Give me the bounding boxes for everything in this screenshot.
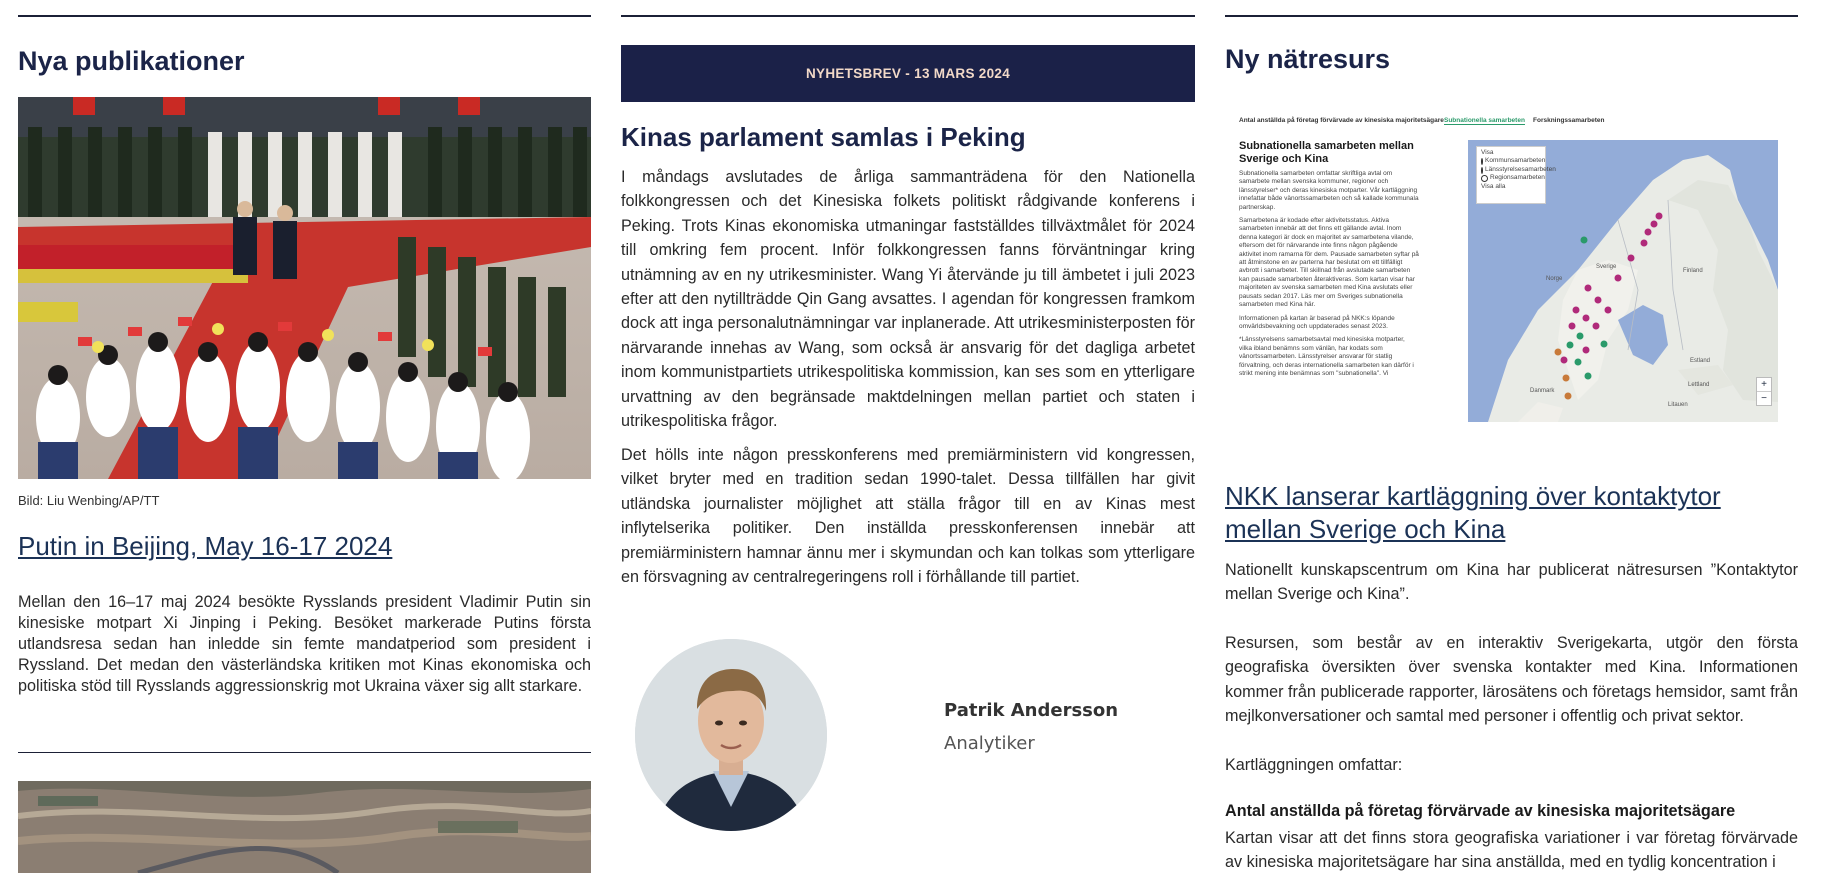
map-text-2: Samarbetena är kodade efter aktivitetsstatus. Aktiva samarbeten innebär att det finns ett gällande avtal. Inom denna kategori är dock en majoritet av samarbetena vilande, eftersom det för närvarande inte finns någon pågående aktivitet inom ramarna för dem. Pausade samarbeten syftar på att åtminstone en av parterna har beslutat om ett tillfälligt avbrott i samarbetet. Till skillnad från avslutade samarbeten kan pausade samarbeten återaktiveras. Som kartan visar har majoriteten av svenska samarbeten med Kina avslutats eller pausats sedan 2017. Läs mer om Sveriges subnationella samarbeten med Kina här. xyxy=(1239,217,1419,309)
map-legend-item-county[interactable]: Länsstyrelsesamarbeten xyxy=(1477,166,1545,174)
map-description xyxy=(1239,140,1419,378)
map-label-lettland: Lettland xyxy=(1688,382,1710,388)
article-link-nkk-map[interactable]: NKK lanserar kartläggning över kontaktytor mellan Sverige och Kina xyxy=(1225,481,1721,544)
map-label-sverige: Sverige xyxy=(1596,264,1617,270)
nkk-paragraph-2: Resursen, som består av en interaktiv Sverigekarta, utgör den första geografiska översikten över svenska kontakter med Kina. Informationen kommer från publicerade rapporter, lärosätens och företags hemsidor, samt från mejlkonversationer och samtal med personer i offentlig och privat sektor. xyxy=(1225,634,1798,726)
map-label-norge: Norge xyxy=(1546,276,1563,282)
top-divider-right xyxy=(1225,15,1798,17)
newsletter-paragraph-2: Det hölls inte någon presskonferens med premiärministern vid kongressen, vilket bryter med en tradition sedan 1990-talet. Dessa tillfällen har givit utländska journalister möjlighet att ställa frågor till en av Kinas mest inflytelserika politiker. Den inställda presskonferensen innebär att premiärministern hamnar ännu mer i skymundan och kan tolkas som ytterligare en försvagning av centralregeringens roll i förhållande till partiet. xyxy=(621,446,1195,587)
author-portrait-image xyxy=(635,639,827,831)
newsletter-banner xyxy=(621,45,1195,102)
map-label-litauen: Litauen xyxy=(1668,402,1688,408)
newsletter-title: Kinas parlament samlas i Peking xyxy=(621,122,1026,152)
section-heading-publications: Nya publikationer xyxy=(18,46,245,76)
map-canvas[interactable] xyxy=(1468,140,1778,422)
nkk-paragraph-3: Kartläggningen omfattar: xyxy=(1225,756,1403,774)
parade-photo-image xyxy=(18,97,591,479)
map-tab-subnational[interactable]: Subnationella samarbeten xyxy=(1444,117,1525,124)
map-legend xyxy=(1476,146,1556,204)
map-zoom-control xyxy=(1756,377,1772,406)
map-label-finland: Finland xyxy=(1683,268,1703,274)
newsletter-banner-label: NYHETSBREV - 13 MARS 2024 xyxy=(805,66,1011,81)
map-legend-item-municipal[interactable]: Kommunsamarbeten xyxy=(1477,157,1545,165)
map-legend-show-all[interactable]: Visa alla xyxy=(1481,182,1506,190)
zoom-out-button[interactable]: − xyxy=(1761,393,1767,404)
map-text-1: Subnationella samarbeten omfattar skriftliga avtal om samarbete mellan svenska kommuner, regioner och länsstyrelser* och deras kinesiska motparter. Vår kartläggning innefattar både vänortssamarbeten och så kallade kommunala partnerskap. xyxy=(1239,170,1419,211)
nkk-paragraph-4: Kartan visar att det finns stora geografiska variationer i var företag förvärvade av kinesiska majoritetsägare har sina anställda, med en tydlig koncentration i xyxy=(1225,829,1798,872)
nkk-paragraph-1: Nationellt kunskapscentrum om Kina har publicerat nätresursen ”Kontaktytor mellan Sverige och Kina”. xyxy=(1225,561,1798,604)
top-divider-mid xyxy=(621,15,1195,17)
radio-icon[interactable] xyxy=(1481,158,1483,165)
nkk-subheading: Antal anställda på företag förvärvade av kinesiska majoritetsägare xyxy=(1225,802,1736,820)
mine-photo-image xyxy=(18,781,591,873)
top-divider xyxy=(18,15,591,17)
section-divider xyxy=(18,752,591,753)
author-portrait xyxy=(635,639,827,831)
map-legend-item-region[interactable]: Regionsamarbeten xyxy=(1477,174,1545,182)
author-name: Patrik Andersson xyxy=(944,700,1119,721)
section-heading-web-resource: Ny nätresurs xyxy=(1225,44,1391,74)
map-label-estland: Estland xyxy=(1690,358,1711,364)
article-summary-putin: Mellan den 16–17 maj 2024 besökte Rysslands president Vladimir Putin sin kinesiske motpart Xi Jinping i Peking. Besöket markerade Putins första utlandsresa sedan han inledde sin femte mandatperiod som president i Ryssland. Det medan den västerländska kritiken mot Kinas ekonomiska och politiska stöd till Rysslands aggressionskrig mot Ukraina växer sig allt starkare. xyxy=(18,593,591,695)
article-link-putin-beijing[interactable]: Putin in Beijing, May 16-17 2024 xyxy=(18,531,393,561)
map-tab-research[interactable]: Forskningssamarbeten xyxy=(1533,117,1605,124)
photo-caption: Bild: Liu Wenbing/AP/TT xyxy=(18,493,160,508)
radio-icon[interactable] xyxy=(1481,175,1488,182)
parade-photo[interactable] xyxy=(18,97,591,479)
map-preview[interactable] xyxy=(1225,112,1798,440)
author-role: Analytiker xyxy=(944,733,1035,754)
newsletter-paragraph-1: I måndags avslutades de årliga sammanträdena för den Nationella folkkongressen och det Kinesiska folkets politiskt rådgivande konferens i Peking. Trots Kinas ekonomiska utmaningar fastställdes tillväxtmålet för 2024 till omkring fem procent. Inför folkkongressen fanns förväntningar kring utnämning av en ny utrikesminister. Wang Yi återvände ju till ämbetet i juli 2023 efter att den nytillträdde Qin Gang avsattes. I agendan för kongressen framkom dock att inga personalutnämningar var inplanerade. Att utrikesministerposten för närvarande innehas av Wang, som också är ansvarig för det dagliga arbetet inom kommunistpartiets utrikespolitiska kommission, kan ses som en ytterligare urvattning av den begränsade maktdelningen mellan partiet och staten i utrikespolitiska frågor. xyxy=(621,168,1195,431)
map-tab-employees[interactable]: Antal anställda på företag förvärvade av kinesiska majoritetsägare xyxy=(1239,117,1444,124)
map-title: Subnationella samarbeten mellan Sverige och Kina xyxy=(1239,140,1414,165)
map-text-4: *Länsstyrelsens samarbetsavtal med kinesiska motparter, vilka ibland benämns som vänlän, har kodats som vänortssamarbeten. Länsstyrelser ansvarar för statlig förvaltning, och deras internationella samarbeten kan därför i strikt mening inte benämnas som "subnationella". Vi xyxy=(1239,336,1414,377)
map-legend-title: Visa xyxy=(1481,149,1494,156)
mine-photo[interactable] xyxy=(18,781,591,873)
map-label-danmark: Danmark xyxy=(1530,388,1555,394)
zoom-in-button[interactable]: + xyxy=(1757,378,1771,392)
radio-icon[interactable] xyxy=(1481,167,1483,174)
map-text-3: Informationen på kartan är baserad på NKK:s löpande omvärldsbevakning och uppdaterades senast 2023. xyxy=(1239,314,1395,330)
